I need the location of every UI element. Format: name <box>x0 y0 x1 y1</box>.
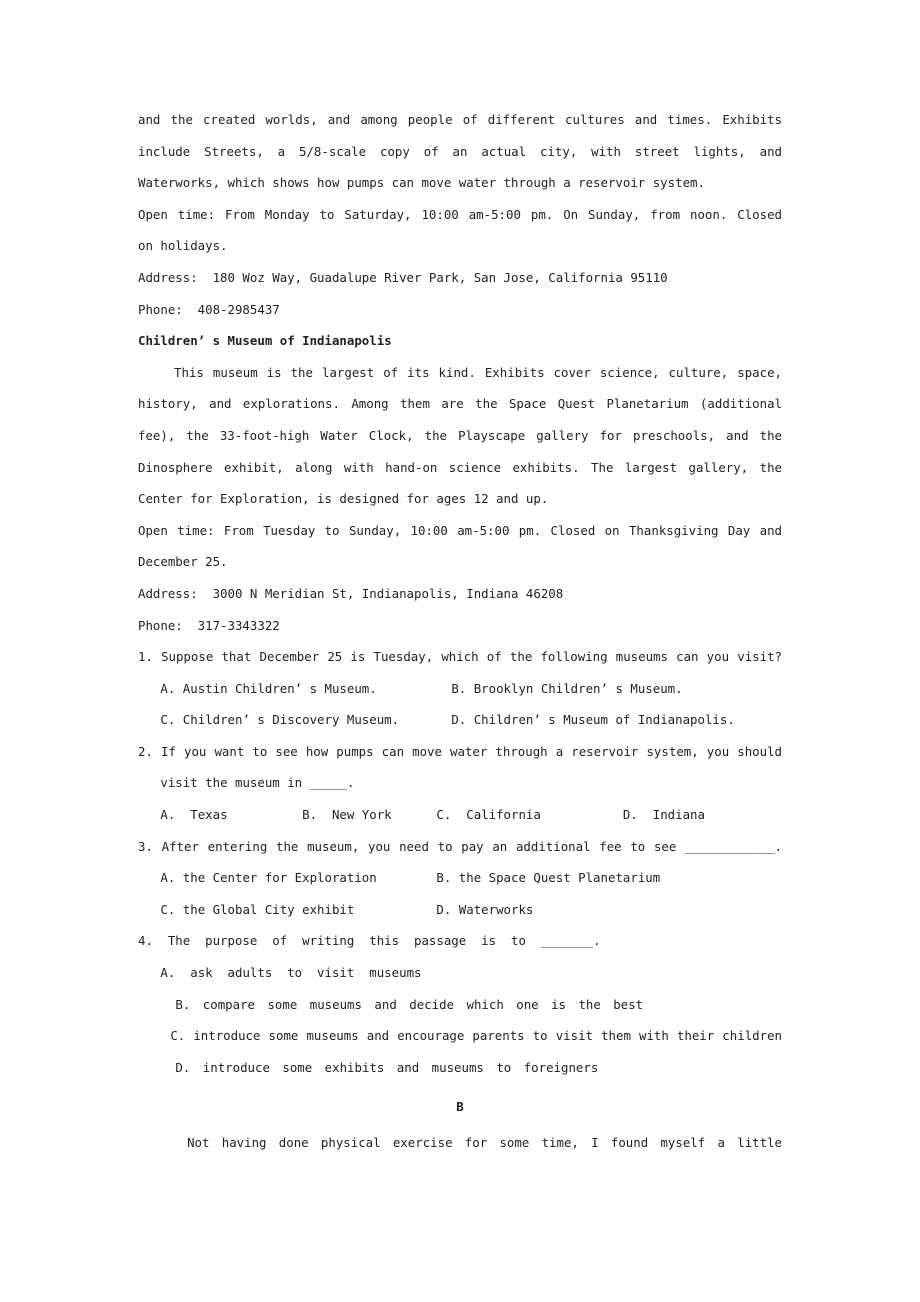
passage-line: Not having done physical exercise for some time, I found myself a little <box>138 1135 782 1150</box>
passage-line: Open time: From Monday to Saturday, 10:00 am-5:00 pm. On Sunday, from noon. Closed <box>138 206 782 222</box>
option-line: A. Austin Children’ s Museum. B. Brooklyn Children’ s Museum. <box>138 680 683 696</box>
passage-line: Center for Exploration, is designed for ages 12 and up. <box>138 491 549 507</box>
passage-line: Address: 3000 N Meridian St, Indianapolis, Indiana 46208 <box>138 585 564 601</box>
passage-line: fee), the 33-foot-high Water Clock, the Playscape gallery for preschools, and the <box>138 427 782 443</box>
passage-line: Phone: 317-3343322 <box>138 617 280 633</box>
question-line: 4. The purpose of writing this passage is to _______. <box>138 933 601 949</box>
passage-line: December 25. <box>138 554 228 570</box>
question-line: 1. Suppose that December 25 is Tuesday, which of the following museums can you visit? <box>138 649 782 665</box>
option-line: A. the Center for Exploration B. the Space Quest Planetarium <box>138 870 661 886</box>
question-line: visit the museum in _____. <box>138 775 355 791</box>
passage-line: Phone: 408-2985437 <box>138 301 280 317</box>
passage-line: history, and explorations. Among them are the Space Quest Planetarium (additional <box>138 396 782 412</box>
option-line: B. compare some museums and decide which one is the best <box>138 996 644 1012</box>
option-line: C. the Global City exhibit D. Waterworks <box>138 901 534 917</box>
option-line: A. Texas B. New York C. California D. Indiana <box>138 807 705 823</box>
passage-line: on holidays. <box>138 238 228 254</box>
option-line: D. introduce some exhibits and museums to foreigners <box>138 1059 599 1075</box>
option-line: A. ask adults to visit museums <box>138 965 422 981</box>
question-line: 3. After entering the museum, you need to pay an additional fee to see ____________. <box>138 838 782 854</box>
passage-line: Open time: From Tuesday to Sunday, 10:00 am-5:00 pm. Closed on Thanksgiving Day and <box>138 522 782 538</box>
option-line: C. introduce some museums and encourage parents to visit them with their children <box>138 1028 782 1044</box>
passage-line: This museum is the largest of its kind. Exhibits cover science, culture, space, <box>138 364 782 380</box>
question-line: 2. If you want to see how pumps can move water through a reservoir system, you should <box>138 743 782 759</box>
museum-name-heading: Children’ s Museum of Indianapolis <box>138 333 392 349</box>
passage-line: and the created worlds, and among people of different cultures and times. Exhibits <box>138 112 782 127</box>
passage-line: Dinosphere exhibit, along with hand-on science exhibits. The largest gallery, the <box>138 459 782 475</box>
option-line: C. Children’ s Discovery Museum. D. Children’ s Museum of Indianapolis. <box>138 712 735 728</box>
section-heading: B <box>456 1099 464 1115</box>
passage-line: Address: 180 Woz Way, Guadalupe River Park, San Jose, California 95110 <box>138 269 668 285</box>
passage-line: Waterworks, which shows how pumps can move water through a reservoir system. <box>138 175 705 191</box>
passage-line: include Streets, a 5/8-scale copy of an actual city, with street lights, and <box>138 143 782 159</box>
